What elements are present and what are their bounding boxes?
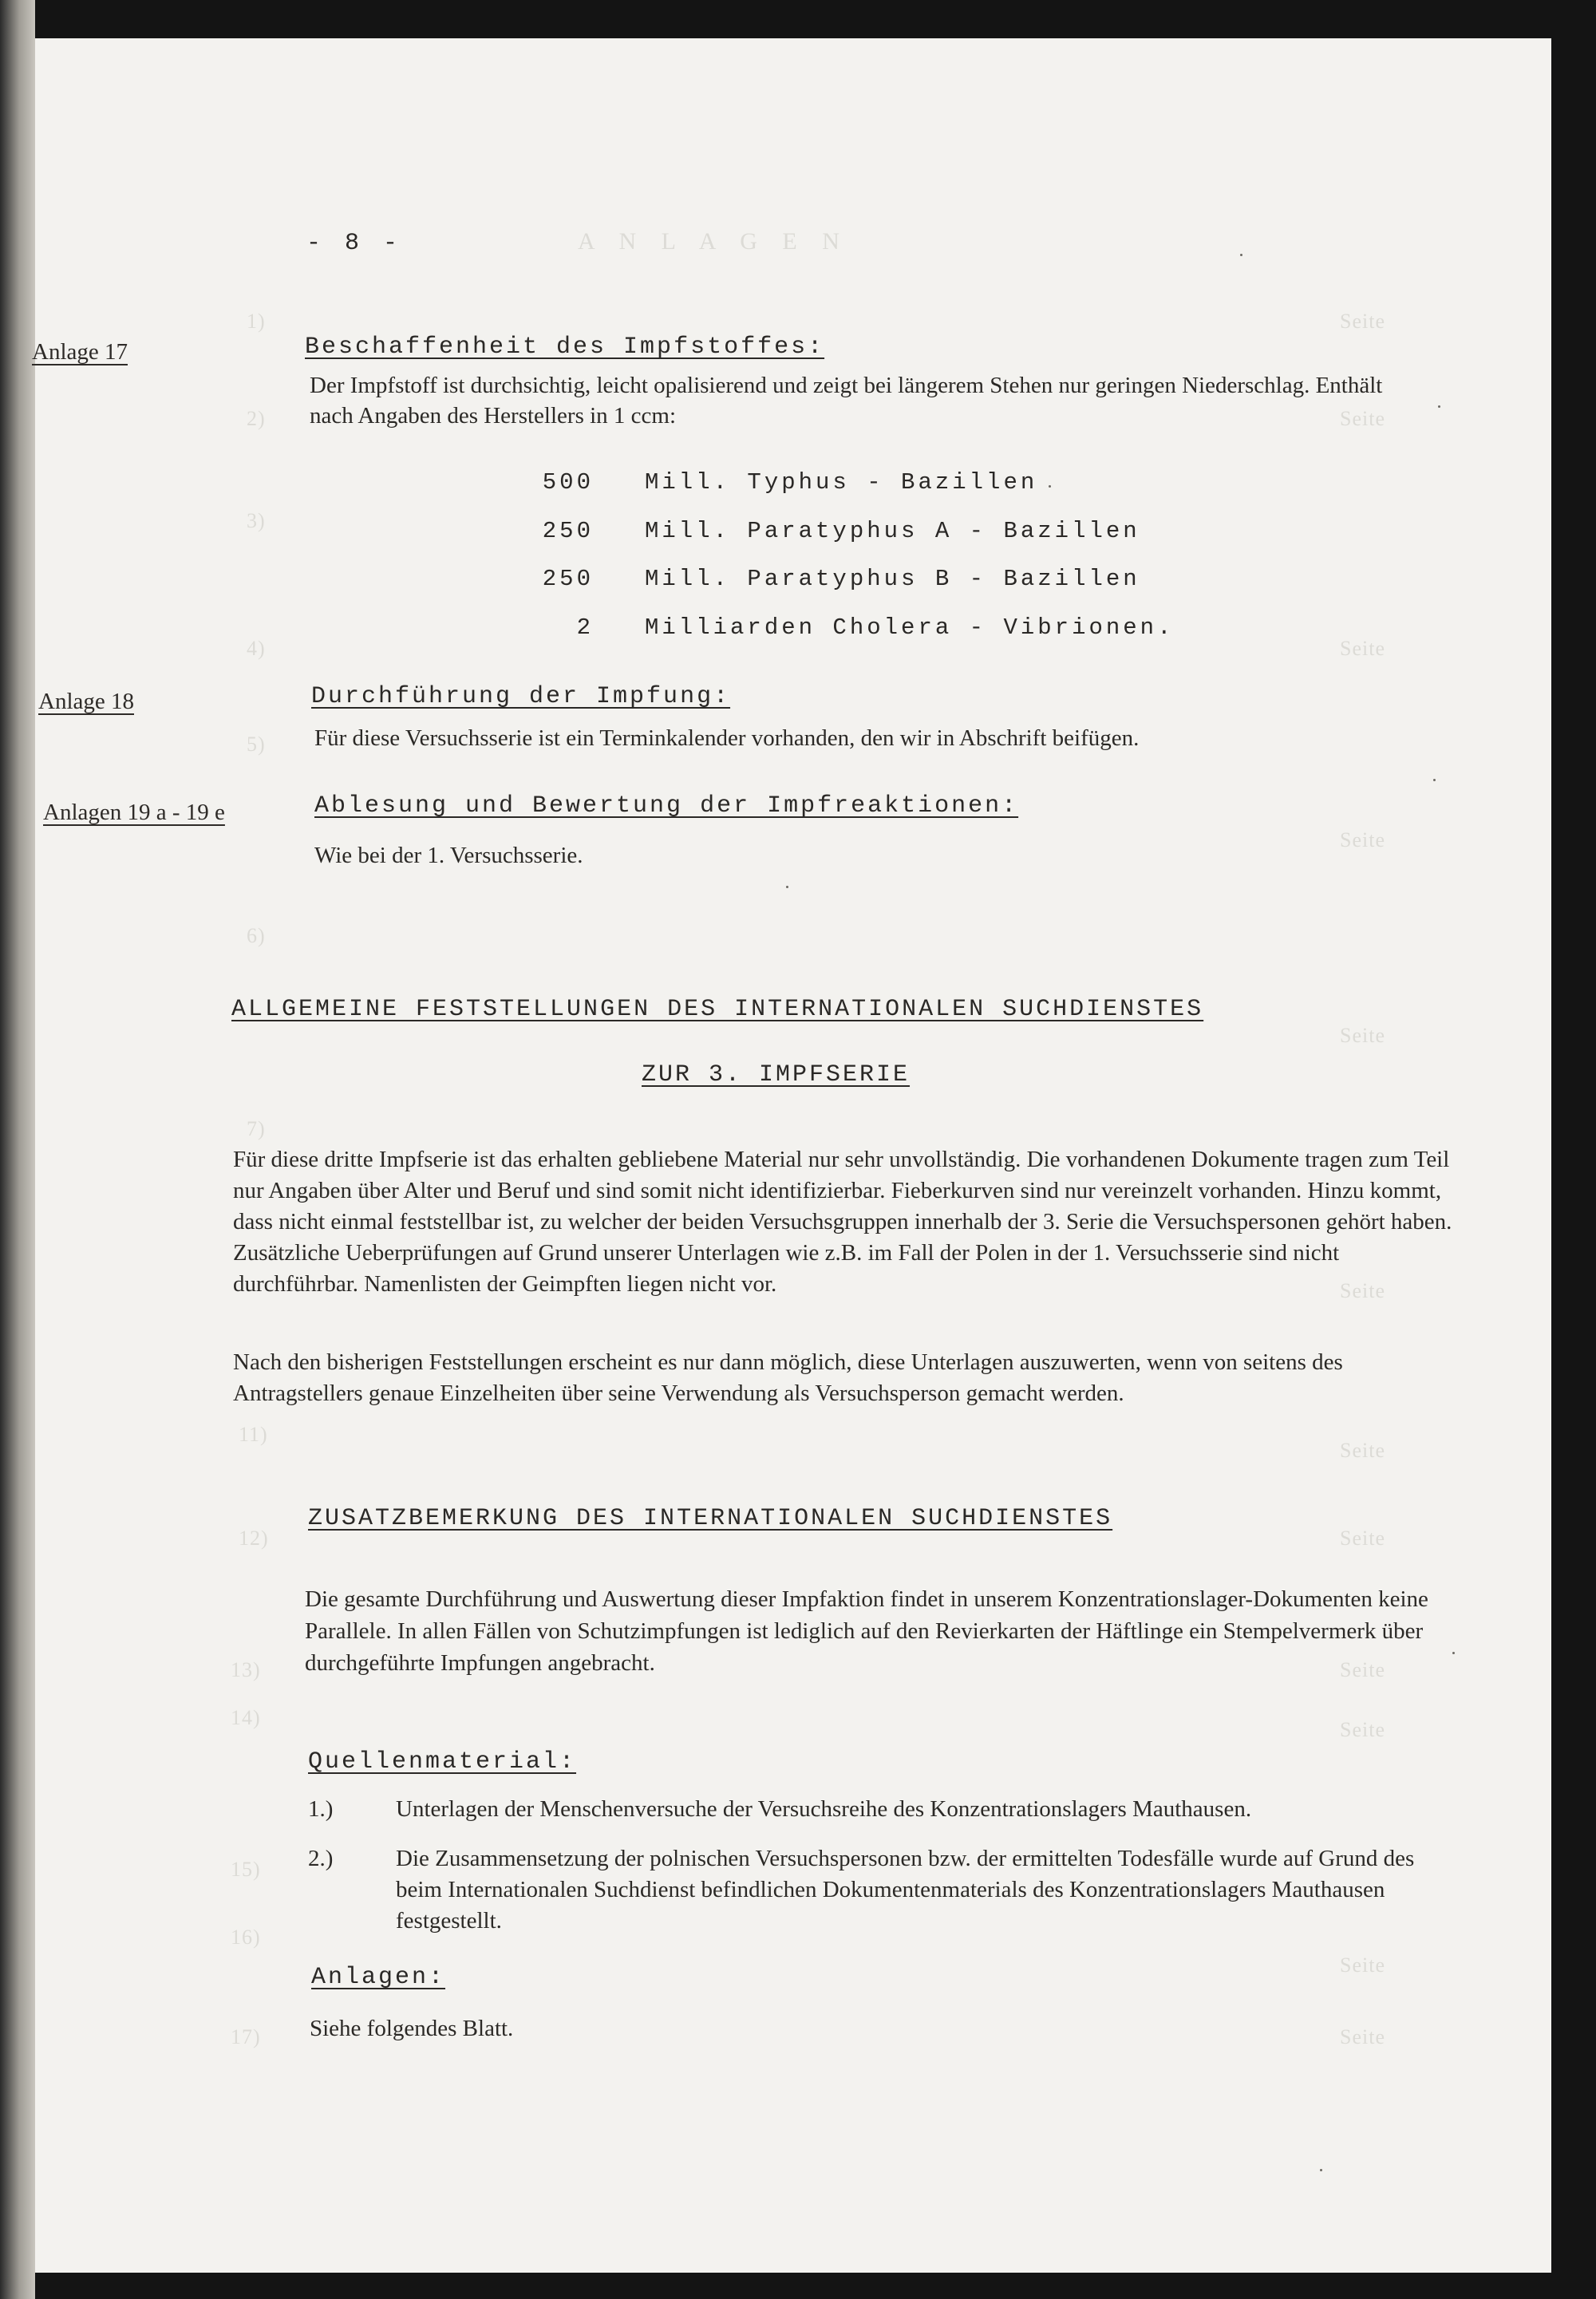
side-label-anlage-18: Anlage 18 xyxy=(38,689,134,714)
scan-speck xyxy=(1433,779,1436,781)
ghost-num: 12) xyxy=(239,1527,269,1550)
section-heading-impfstoff: Beschaffenheit des Impfstoffes: xyxy=(305,334,825,361)
general-subheading: ZUR 3. IMPFSERIE xyxy=(642,1061,911,1088)
ghost-num: 15) xyxy=(231,1858,261,1881)
composition-qty: 2 xyxy=(576,614,594,641)
ghost-seite: Seite xyxy=(1340,1279,1385,1302)
ghost-num: 13) xyxy=(231,1658,261,1681)
ghost-seite: Seite xyxy=(1340,1527,1385,1550)
ghost-num: 1) xyxy=(247,310,266,333)
ghost-seite: Seite xyxy=(1340,828,1385,851)
composition-qty: 250 xyxy=(542,518,594,544)
side-label-anlagen-19: Anlagen 19 a - 19 e xyxy=(43,800,225,825)
zusatz-text: Die gesamte Durchführung und Auswertung dieser Impfaktion findet in unserem Konzentrationslager-Dokumenten keine Parallele. In allen Fällen von Schutzimpfungen ist lediglich auf den Revierkarten der Häftlinge ein Stempelvermerk über durchgeführte Impfungen angebracht. xyxy=(305,1586,1428,1676)
ghost-num: 11) xyxy=(239,1423,268,1446)
composition-desc: Mill. Typhus - Bazillen xyxy=(645,469,1038,496)
anlagen-text: Siehe folgendes Blatt. xyxy=(310,2016,514,2041)
scan-speck xyxy=(1240,254,1242,256)
scan-speck xyxy=(786,886,788,888)
composition-desc: Mill. Paratyphus A - Bazillen xyxy=(645,518,1140,544)
quellen-heading: Quellenmaterial: xyxy=(308,1748,577,1776)
ghost-seite: Seite xyxy=(1340,1024,1385,1047)
anlagen-heading: Anlagen: xyxy=(311,1964,446,1991)
ghost-seite: Seite xyxy=(1340,310,1385,333)
impfstoff-description: Der Impfstoff ist durchsichtig, leicht opalisierend und zeigt bei längerem Stehen nur geringen Niederschlag. Enthält nach Angaben des Herstellers in 1 ccm: xyxy=(310,373,1383,429)
section-heading-impfung: Durchführung der Impfung: xyxy=(311,683,731,710)
general-heading: ALLGEMEINE FESTSTELLUNGEN DES INTERNATIONALEN SUCHDIENSTES xyxy=(231,996,1204,1023)
ghost-num: 4) xyxy=(247,637,266,660)
quellen-item-text: Unterlagen der Menschenversuche der Versuchsreihe des Konzentrationslagers Mauthausen. xyxy=(396,1796,1252,1822)
ablesung-text: Wie bei der 1. Versuchsserie. xyxy=(314,843,583,868)
ghost-num: 6) xyxy=(247,924,266,947)
ghost-seite: Seite xyxy=(1340,2025,1385,2048)
scan-speck xyxy=(1438,405,1440,408)
ghost-seite: Seite xyxy=(1340,1718,1385,1741)
ghost-num: 14) xyxy=(231,1706,261,1729)
page-number: - 8 - xyxy=(306,230,403,257)
quellen-item-number: 1.) xyxy=(308,1796,334,1822)
scan-speck xyxy=(1320,2169,1322,2171)
ghost-num: 3) xyxy=(247,509,266,532)
quellen-item-number: 2.) xyxy=(308,1846,334,1871)
ghost-num: 2) xyxy=(247,407,266,430)
ghost-num: 16) xyxy=(231,1926,261,1949)
impfung-text: Für diese Versuchsserie ist ein Terminkalender vorhanden, den wir in Abschrift beifügen. xyxy=(314,725,1140,751)
ghost-seite: Seite xyxy=(1340,1658,1385,1681)
ghost-seite: Seite xyxy=(1340,637,1385,660)
general-paragraph-2: Nach den bisherigen Feststellungen erscheint es nur dann möglich, diese Unterlagen auszuwerten, wenn von seitens des Antragstellers genaue Einzelheiten über seine Verwendung als Versuchsperson gemacht werden. xyxy=(233,1349,1343,1406)
page-edge xyxy=(0,0,35,2299)
ghost-seite: Seite xyxy=(1340,1439,1385,1462)
general-paragraph-1: Für diese dritte Impfserie ist das erhalten gebliebene Material nur sehr unvollständig. Die vorhandenen Dokumente tragen zum Teil nur Angaben über Alter und Beruf und sind somit nicht identifizierbar. Fieberkurven sind nur vereinzelt vorhanden. Hinzu kommt, dass nicht einmal feststellbar ist, zu welcher der beiden Versuchsgruppen innerhalb der 3. Serie die Versuchspersonen gehört haben. Zusätzliche Ueberprüfungen auf Grund unserer Unterlagen wie z.B. im Fall der Polen in der 1. Versuchsserie sind nicht durchführbar. Namenlisten der Geimpften liegen nicht vor. xyxy=(233,1147,1452,1297)
zusatz-heading: ZUSATZBEMERKUNG DES INTERNATIONALEN SUCHDIENSTES xyxy=(308,1505,1113,1532)
scan-speck xyxy=(1452,1652,1455,1654)
ghost-num: 5) xyxy=(247,733,266,756)
composition-desc: Mill. Paratyphus B - Bazillen xyxy=(645,566,1140,592)
ghost-seite: Seite xyxy=(1340,407,1385,430)
composition-qty: 250 xyxy=(542,566,594,592)
ghost-title: A N L A G E N xyxy=(578,228,849,255)
composition-qty: 500 xyxy=(542,469,594,496)
ghost-seite: Seite xyxy=(1340,1953,1385,1977)
scan-speck xyxy=(1049,485,1051,488)
side-label-anlage-17: Anlage 17 xyxy=(32,339,128,365)
section-heading-ablesung: Ablesung und Bewertung der Impfreaktionen: xyxy=(314,792,1019,820)
ghost-num: 7) xyxy=(247,1117,266,1140)
composition-desc: Milliarden Cholera - Vibrionen. xyxy=(645,614,1175,641)
document-page xyxy=(32,38,1551,2273)
quellen-item-text: Die Zusammensetzung der polnischen Versuchspersonen bzw. der ermittelten Todesfälle wurde auf Grund des beim Internationalen Suchdienst befindlichen Dokumentenmaterials des Konzentrationslagers Mauthausen festgestellt. xyxy=(396,1846,1415,1934)
ghost-num: 17) xyxy=(231,2025,261,2048)
